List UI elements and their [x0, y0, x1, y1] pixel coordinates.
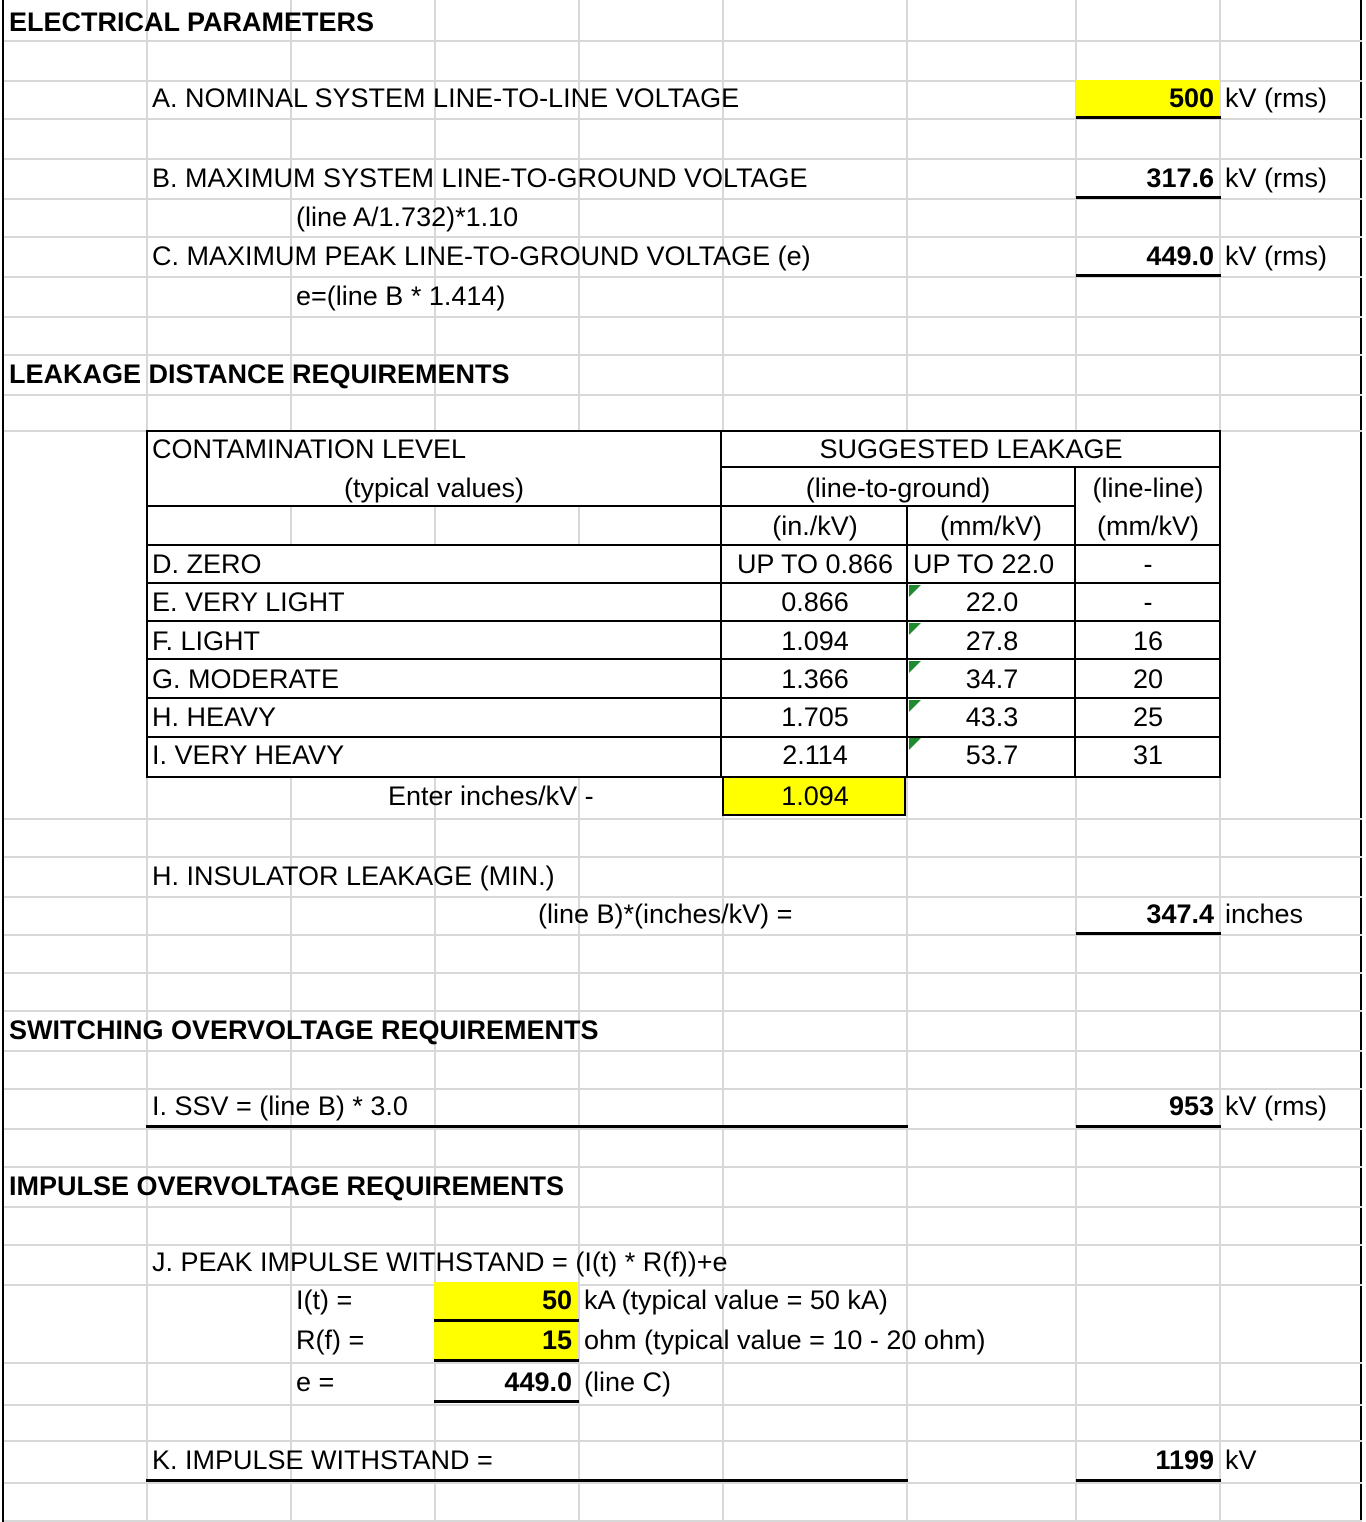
line-i-label: I. SSV = (line B) * 3.0 — [152, 1091, 408, 1121]
table-header-level: CONTAMINATION LEVEL — [152, 434, 467, 464]
gridline-row — [4, 972, 1362, 974]
gridline-row — [4, 1362, 1362, 1364]
table-divider — [146, 697, 1220, 699]
rf-note: ohm (typical value = 10 - 20 ohm) — [584, 1325, 986, 1355]
gridline-row — [4, 316, 1362, 318]
rf-underline — [434, 1359, 579, 1362]
gridline-row — [4, 856, 1362, 858]
gridline-row — [4, 236, 1362, 238]
line-k-value: 1199 — [1155, 1445, 1214, 1475]
table-row-ll: 25 — [1132, 702, 1164, 732]
table-row-level: D. ZERO — [152, 549, 262, 579]
gridline-row — [4, 1166, 1362, 1168]
line-h-underline — [1076, 932, 1221, 935]
table-row-mm: 53.7 — [965, 740, 1019, 770]
table-divider — [146, 658, 1220, 660]
table-row-in: 1.366 — [781, 664, 849, 694]
table-divider — [146, 620, 1220, 622]
table-row-ll: 20 — [1132, 664, 1164, 694]
line-b-value: 317.6 — [1146, 163, 1214, 193]
section-heading-leakage: LEAKAGE DISTANCE REQUIREMENTS — [9, 359, 510, 389]
table-row-mm: 22.0 — [965, 587, 1019, 617]
table-row-mm: 27.8 — [965, 626, 1019, 656]
line-k-underline — [146, 1479, 908, 1482]
gridline-row — [4, 1206, 1362, 1208]
line-b-formula: (line A/1.732)*1.10 — [296, 202, 519, 232]
table-row-level: E. VERY LIGHT — [152, 587, 345, 617]
line-a-unit: kV (rms) — [1225, 83, 1327, 113]
table-divider — [722, 466, 1220, 468]
comment-marker-icon — [909, 700, 921, 712]
table-divider — [146, 736, 1220, 738]
table-header-level-sub: (typical values) — [343, 473, 525, 503]
table-unit-in: (in./kV) — [772, 511, 858, 541]
gridline-row — [4, 394, 1362, 396]
rf-label: R(f) = — [296, 1325, 365, 1355]
line-h-value: 347.4 — [1146, 899, 1214, 929]
table-unit-mm: (mm/kV) — [940, 511, 1042, 541]
sheet-left-border — [2, 0, 4, 1522]
line-h-label: H. INSULATOR LEAKAGE (MIN.) — [152, 861, 555, 891]
line-c-underline — [1076, 274, 1221, 277]
e-note: (line C) — [584, 1367, 672, 1397]
line-c-unit: kV (rms) — [1225, 241, 1327, 271]
comment-marker-icon — [909, 585, 921, 597]
line-j-label: J. PEAK IMPULSE WITHSTAND = (I(t) * R(f))+e — [152, 1247, 728, 1277]
line-i-underline — [146, 1125, 908, 1128]
section-heading-switching: SWITCHING OVERVOLTAGE REQUIREMENTS — [9, 1015, 599, 1045]
section-heading-impulse: IMPULSE OVERVOLTAGE REQUIREMENTS — [9, 1171, 565, 1201]
e-underline — [434, 1400, 579, 1403]
table-row-in: 1.705 — [781, 702, 849, 732]
e-value: 449.0 — [504, 1367, 572, 1397]
comment-marker-icon — [909, 661, 921, 673]
gridline-row — [4, 818, 1362, 820]
table-row-in: 1.094 — [781, 626, 849, 656]
it-label: I(t) = — [296, 1285, 353, 1315]
line-h-unit: inches — [1225, 899, 1304, 929]
table-row-mm: UP TO 22.0 — [913, 549, 1055, 579]
gridline-row — [4, 1010, 1362, 1012]
line-k-unit: kV — [1225, 1445, 1257, 1475]
line-a-underline — [1076, 116, 1221, 119]
table-unit-mm-ll: (mm/kV) — [1097, 511, 1199, 541]
line-k-label: K. IMPULSE WITHSTAND = — [152, 1445, 493, 1475]
table-header-ltg: (line-to-ground) — [805, 473, 991, 503]
table-row-mm: 43.3 — [965, 702, 1019, 732]
gridline-row — [4, 1050, 1362, 1052]
line-i-value: 953 — [1168, 1091, 1214, 1121]
table-divider — [146, 544, 1220, 546]
gridline-row — [4, 158, 1362, 160]
gridline-row — [4, 40, 1362, 42]
line-c-value: 449.0 — [1146, 241, 1214, 271]
table-row-in: 0.866 — [781, 587, 849, 617]
section-heading-electrical: ELECTRICAL PARAMETERS — [9, 7, 375, 37]
gridline-row — [4, 1440, 1362, 1442]
gridline-row — [4, 1404, 1362, 1406]
it-note: kA (typical value = 50 kA) — [584, 1285, 888, 1315]
line-i-unit: kV (rms) — [1225, 1091, 1327, 1121]
line-k-value-underline — [1076, 1479, 1221, 1482]
table-row-in: 2.114 — [782, 740, 848, 770]
comment-marker-icon — [909, 623, 921, 635]
line-b-underline — [1076, 196, 1221, 199]
line-i-value-underline — [1076, 1125, 1221, 1128]
table-header-suggested: SUGGESTED LEAKAGE — [819, 434, 1123, 464]
line-c-formula: e=(line B * 1.414) — [296, 281, 506, 311]
line-b-unit: kV (rms) — [1225, 163, 1327, 193]
comment-marker-icon — [909, 738, 921, 750]
line-a-value[interactable]: 500 — [1168, 83, 1214, 113]
table-divider — [146, 582, 1220, 584]
table-row-level: F. LIGHT — [152, 626, 261, 656]
line-a-label: A. NOMINAL SYSTEM LINE-TO-LINE VOLTAGE — [152, 83, 740, 113]
table-row-ll: 31 — [1132, 740, 1164, 770]
gridline-row — [4, 1128, 1362, 1130]
e-label: e = — [296, 1367, 335, 1397]
table-header-ll: (line-line) — [1092, 473, 1204, 503]
enter-inches-value[interactable]: 1.094 — [781, 781, 849, 811]
table-row-level: G. MODERATE — [152, 664, 340, 694]
table-row-ll: 16 — [1132, 626, 1164, 656]
gridline-row — [4, 354, 1362, 356]
table-row-level: I. VERY HEAVY — [152, 740, 345, 770]
table-divider — [722, 505, 1074, 507]
sheet-right-border — [1360, 0, 1362, 1522]
line-b-label: B. MAXIMUM SYSTEM LINE-TO-GROUND VOLTAGE — [152, 163, 808, 193]
line-h-formula: (line B)*(inches/kV) = — [538, 899, 793, 929]
table-row-ll: - — [1143, 587, 1153, 617]
gridline-row — [4, 1482, 1362, 1484]
table-row-mm: 34.7 — [965, 664, 1019, 694]
table-row-in: UP TO 0.866 — [736, 549, 894, 579]
line-c-label: C. MAXIMUM PEAK LINE-TO-GROUND VOLTAGE (e) — [152, 241, 811, 271]
it-value[interactable]: 50 — [541, 1285, 572, 1315]
table-row-level: H. HEAVY — [152, 702, 277, 732]
table-row-ll: - — [1143, 549, 1153, 579]
enter-inches-label: Enter inches/kV - — [388, 781, 594, 811]
rf-value[interactable]: 15 — [541, 1325, 572, 1355]
